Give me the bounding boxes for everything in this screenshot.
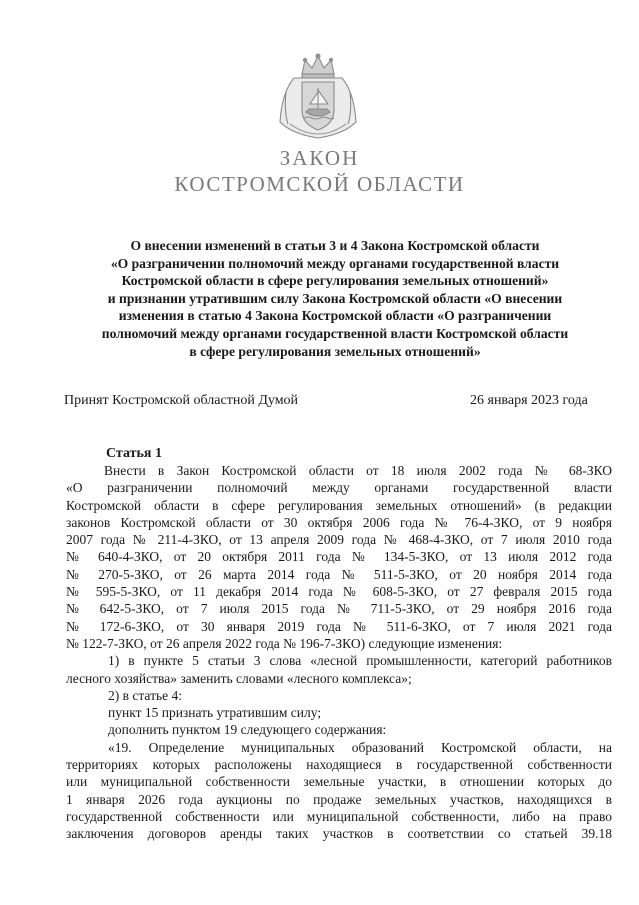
heading-line: Костромской области в сфере регулирования земельных отношений» (121, 273, 549, 289)
law-region-title: КОСТРОМСКОЙ ОБЛАСТИ (174, 172, 465, 196)
body-line: № 595-5-ЗКО, от 11 декабря 2014 года № 608-5-ЗКО, от 27 февраля 2015 года (66, 584, 612, 600)
body-line: заключения договоров аренды таких участков в соответствии со статьей 39.18 (66, 826, 612, 842)
body-line: «О разграничении полномочий между органами государственной власти (66, 480, 612, 496)
body-line: территориях которых расположены находящиеся в государственной собственности (66, 757, 612, 773)
body-line: № 640-4-ЗКО, от 20 октября 2011 года № 134-5-ЗКО, от 13 июля 2012 года (66, 549, 612, 565)
accepted-by: Принят Костромской областной Думой (64, 393, 299, 408)
article-title: Статья 1 (106, 446, 162, 461)
heading-line: полномочий между органами государственной власти Костромской области (101, 325, 569, 341)
body-line: Внести в Закон Костромской области от 18 июля 2002 года № 68-ЗКО (104, 463, 612, 478)
body-line: «19. Определение муниципальных образований Костромской области, на (108, 739, 612, 755)
law-title: ЗАКОН (279, 146, 360, 170)
body-line: № 642-5-ЗКО, от 7 июля 2015 года № 711-5-ЗКО, от 29 ноября 2016 года (66, 601, 612, 617)
body-line: или муниципальной собственности земельные участки, в отношении которых до (66, 774, 612, 790)
body-line: № 172-6-ЗКО, от 30 января 2019 года № 511-6-ЗКО, от 7 июля 2021 года (66, 618, 612, 634)
article-body (66, 462, 612, 843)
body-line: 2007 года № 211-4-ЗКО, от 13 апреля 2009 года № 468-4-ЗКО, от 7 июля 2010 года (66, 532, 612, 548)
kostroma-coat-of-arms-icon (272, 52, 364, 142)
law-heading (70, 237, 600, 360)
body-line: законов Костромской области от 30 октября 2006 года № 76-4-ЗКО, от 9 ноября (66, 514, 612, 530)
body-line: Костромской области в сфере регулирования земельных отношений» (в редакции (66, 497, 612, 513)
body-line: пункт 15 признать утратившим силу; (108, 705, 322, 721)
body-line: № 122-7-ЗКО, от 26 апреля 2022 года № 196-7-ЗКО) следующие изменения: (66, 635, 503, 651)
body-line: 1 января 2026 года аукционы по продаже земельных участков, находящихся в (66, 791, 612, 807)
heading-line: «О разграничении полномочий между органами государственной власти (110, 255, 560, 271)
heading-line: и признании утратившим силу Закона Костромской области «О внесении (107, 290, 563, 306)
body-line: государственной собственности или муниципальной собственности, либо на право (66, 808, 612, 824)
list-item-1: 1) в пункте 5 статьи 3 слова «лесной промышленности, категорий работников (108, 653, 612, 669)
body-line: № 270-5-ЗКО, от 26 марта 2014 года № 511-5-ЗКО, от 20 ноября 2014 года (66, 566, 612, 582)
body-line: дополнить пунктом 19 следующего содержания: (108, 722, 387, 738)
heading-line: изменения в статью 4 Закона Костромской области «О разграничении (118, 308, 552, 324)
heading-line: О внесении изменений в статьи 3 и 4 Закона Костромской области (130, 238, 540, 253)
body-line: лесного хозяйства» заменить словами «лесного комплекса»; (66, 670, 412, 686)
accepted-date: 26 января 2023 года (470, 393, 588, 408)
list-item-2: 2) в статье 4: (108, 687, 182, 703)
heading-line: в сфере регулирования земельных отношений» (189, 343, 481, 359)
